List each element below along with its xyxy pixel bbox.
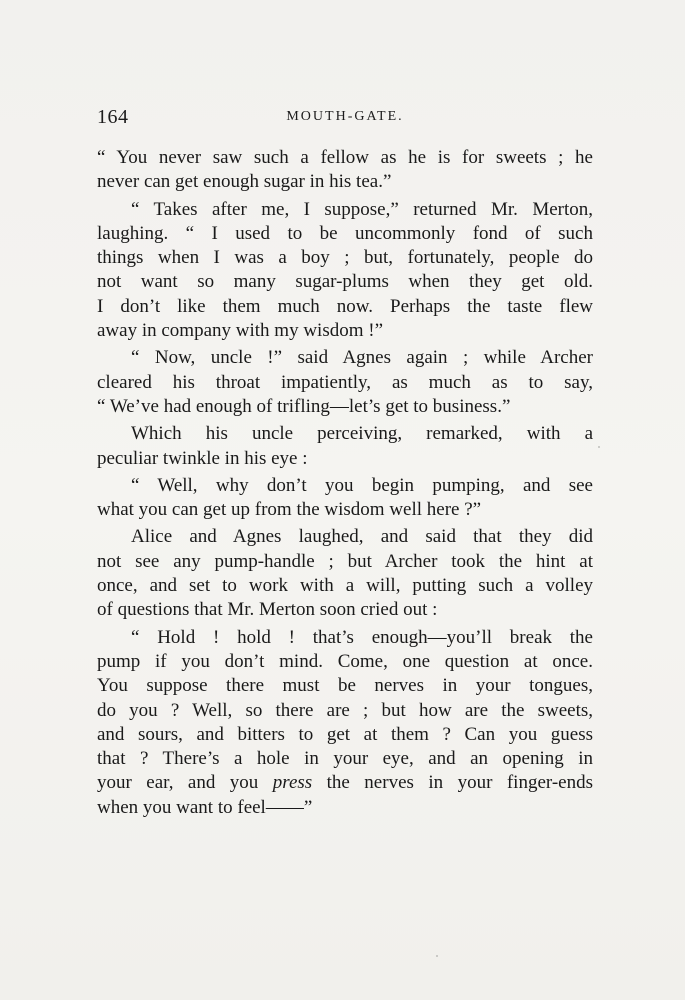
text-line: once, and set to work with a will, putting such a volley — [97, 575, 593, 597]
text-line: “ You never saw such a fellow as he is for sweets ; he — [97, 147, 593, 168]
text-line: laughing. “ I used to be uncommonly fond of such — [97, 222, 593, 244]
paragraph — [97, 626, 593, 820]
text-line: I don’t like them much now. Perhaps the taste flew — [97, 295, 593, 317]
text-line: when you want to feel——” — [97, 796, 313, 818]
text-line: “ Hold ! hold ! that’s enough—you’ll break the — [131, 626, 593, 648]
text-line: of questions that Mr. Merton soon cried out : — [97, 599, 438, 621]
text-line: “ Now, uncle !” said Agnes again ; while Archer — [131, 347, 593, 369]
text-line: away in company with my wisdom !” — [97, 320, 384, 342]
text-line: do you ? Well, so there are ; but how are the sweets, — [97, 699, 593, 721]
text-line: not want so many sugar-plums when they get old. — [97, 271, 593, 293]
paragraph — [97, 346, 593, 419]
paper-speck — [436, 955, 438, 957]
text-line: your ear, and you press the nerves in your finger-ends — [97, 772, 593, 794]
paragraph — [97, 474, 593, 523]
body-text — [97, 146, 593, 820]
paragraph — [97, 146, 593, 195]
text-line: “ Well, why don’t you begin pumping, and see — [131, 474, 593, 496]
text-line: pump if you don’t mind. Come, one question at once. — [97, 650, 593, 672]
text-line: “ We’ve had enough of trifling—let’s get to business.” — [97, 395, 511, 417]
text-line: never can get enough sugar in his tea.” — [97, 171, 392, 193]
text-line: “ Takes after me, I suppose,” returned Mr. Merton, — [131, 198, 593, 220]
text-line: not see any pump-handle ; but Archer took the hint at — [97, 550, 593, 572]
running-head: MOUTH-GATE. — [286, 109, 404, 124]
text-line: Which his uncle perceiving, remarked, with a — [131, 423, 593, 445]
text-line: Alice and Agnes laughed, and said that they did — [131, 526, 593, 548]
emphasized-word: press — [272, 772, 313, 794]
paragraph — [97, 422, 593, 471]
page-header — [97, 106, 593, 130]
paragraph — [97, 198, 593, 344]
paragraph — [97, 525, 593, 622]
text-line: You suppose there must be nerves in your tongues, — [97, 675, 593, 697]
text-line: things when I was a boy ; but, fortunately, people do — [97, 247, 593, 269]
text-line: and sours, and bitters to get at them ? Can you guess — [97, 723, 593, 745]
text-line: that ? There’s a hole in your eye, and an opening in — [97, 748, 593, 770]
text-line: what you can get up from the wisdom well here ?” — [97, 499, 482, 521]
page-number: 164 — [97, 106, 129, 128]
text-line: cleared his throat impatiently, as much as to say, — [97, 371, 593, 393]
text-line: peculiar twinkle in his eye : — [97, 447, 308, 469]
paper-speck — [598, 446, 600, 448]
